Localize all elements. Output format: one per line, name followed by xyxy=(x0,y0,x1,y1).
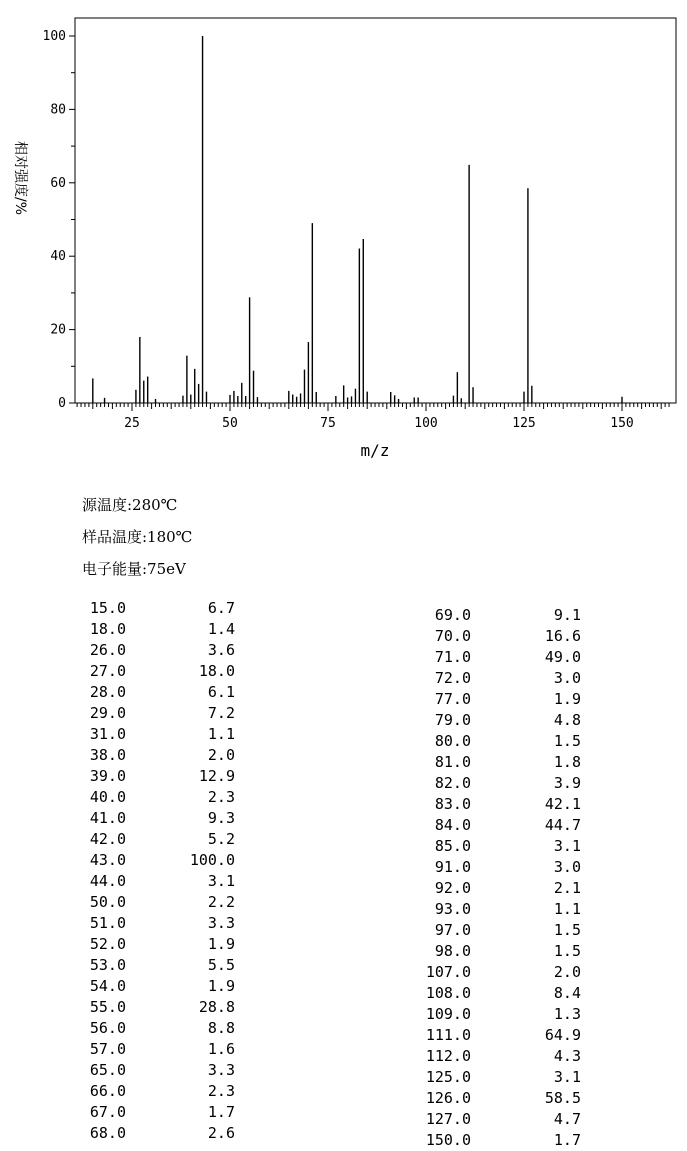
abundance-value: 8.8 xyxy=(207,1019,235,1037)
x-tick-label: 25 xyxy=(124,416,140,431)
mz-value: 69.0 xyxy=(434,606,471,624)
abundance-value: 28.8 xyxy=(198,998,235,1016)
abundance-value: 1.5 xyxy=(553,921,581,939)
abundance-value: 12.9 xyxy=(198,767,235,785)
abundance-value: 6.1 xyxy=(207,683,235,701)
sample-temperature: 样品温度:180℃ xyxy=(82,528,193,546)
mz-value: 51.0 xyxy=(89,914,126,932)
abundance-value: 5.5 xyxy=(207,956,235,974)
abundance-value: 4.7 xyxy=(553,1110,581,1128)
abundance-value: 7.2 xyxy=(207,704,235,722)
abundance-value: 2.0 xyxy=(207,746,235,764)
abundance-value: 3.0 xyxy=(553,858,581,876)
abundance-value: 3.0 xyxy=(553,669,581,687)
abundance-value: 2.3 xyxy=(207,1082,235,1100)
mz-value: 85.0 xyxy=(434,837,471,855)
abundance-value: 1.6 xyxy=(207,1040,235,1058)
abundance-value: 9.1 xyxy=(553,606,581,624)
mz-value: 56.0 xyxy=(89,1019,126,1037)
abundance-value: 6.7 xyxy=(207,599,235,617)
mz-value: 77.0 xyxy=(434,690,471,708)
abundance-value: 1.3 xyxy=(553,1005,581,1023)
x-tick-label: 125 xyxy=(512,416,536,431)
y-axis xyxy=(43,29,75,411)
mz-value: 91.0 xyxy=(434,858,471,876)
x-tick-label: 150 xyxy=(610,416,634,431)
abundance-value: 1.8 xyxy=(553,753,581,771)
abundance-value: 4.3 xyxy=(553,1047,581,1065)
abundance-value: 16.6 xyxy=(544,627,581,645)
mz-value: 126.0 xyxy=(425,1089,471,1107)
mz-value: 93.0 xyxy=(434,900,471,918)
abundance-value: 18.0 xyxy=(198,662,235,680)
abundance-value: 3.1 xyxy=(207,872,235,890)
x-axis-label: m/z xyxy=(360,441,390,460)
abundance-value: 44.7 xyxy=(544,816,581,834)
abundance-value: 1.4 xyxy=(207,620,235,638)
abundance-value: 9.3 xyxy=(207,809,235,827)
mass-spectrum-chart xyxy=(0,0,687,470)
abundance-value: 49.0 xyxy=(544,648,581,666)
abundance-value: 3.1 xyxy=(553,1068,581,1086)
mz-value: 68.0 xyxy=(89,1124,126,1142)
y-tick-label: 60 xyxy=(50,175,66,191)
y-axis-label xyxy=(12,141,29,215)
mz-value: 43.0 xyxy=(89,851,126,869)
abundance-value: 64.9 xyxy=(544,1026,581,1044)
mz-value: 15.0 xyxy=(89,599,126,617)
abundance-value: 4.8 xyxy=(553,711,581,729)
mz-value: 39.0 xyxy=(89,767,126,785)
mz-value: 55.0 xyxy=(89,998,126,1016)
y-tick-label: 20 xyxy=(50,322,66,338)
mz-value: 29.0 xyxy=(89,704,126,722)
mz-value: 28.0 xyxy=(89,683,126,701)
abundance-value: 3.3 xyxy=(207,914,235,932)
abundance-value: 3.1 xyxy=(553,837,581,855)
abundance-value: 8.4 xyxy=(553,984,581,1002)
mz-value: 38.0 xyxy=(89,746,126,764)
mz-value: 112.0 xyxy=(425,1047,471,1065)
x-tick-label: 50 xyxy=(222,416,238,431)
mz-value: 71.0 xyxy=(434,648,471,666)
abundance-value: 1.9 xyxy=(553,690,581,708)
mz-value: 57.0 xyxy=(89,1040,126,1058)
abundance-value: 1.9 xyxy=(207,935,235,953)
y-tick-label: 80 xyxy=(50,102,66,118)
mz-value: 54.0 xyxy=(89,977,126,995)
abundance-value: 2.1 xyxy=(553,879,581,897)
mz-value: 65.0 xyxy=(89,1061,126,1079)
y-tick-label: 40 xyxy=(50,249,66,265)
mz-value: 18.0 xyxy=(89,620,126,638)
abundance-value: 42.1 xyxy=(544,795,581,813)
abundance-value: 1.5 xyxy=(553,942,581,960)
x-tick-label: 75 xyxy=(320,416,336,431)
mz-value: 40.0 xyxy=(89,788,126,806)
mz-value: 84.0 xyxy=(434,816,471,834)
mz-value: 125.0 xyxy=(425,1068,471,1086)
mz-value: 27.0 xyxy=(89,662,126,680)
mz-value: 67.0 xyxy=(89,1103,126,1121)
mz-value: 42.0 xyxy=(89,830,126,848)
abundance-value: 2.2 xyxy=(207,893,235,911)
mz-value: 41.0 xyxy=(89,809,126,827)
abundance-value: 1.5 xyxy=(553,732,581,750)
abundance-value: 3.6 xyxy=(207,641,235,659)
mz-value: 53.0 xyxy=(89,956,126,974)
abundance-value: 58.5 xyxy=(544,1089,581,1107)
mz-value: 98.0 xyxy=(434,942,471,960)
mz-value: 111.0 xyxy=(425,1026,471,1044)
mz-value: 109.0 xyxy=(425,1005,471,1023)
mz-value: 127.0 xyxy=(425,1110,471,1128)
mz-value: 107.0 xyxy=(425,963,471,981)
mz-value: 52.0 xyxy=(89,935,126,953)
electron-energy: 电子能量:75eV xyxy=(82,560,186,578)
mz-value: 83.0 xyxy=(434,795,471,813)
mz-value: 150.0 xyxy=(425,1131,471,1149)
mz-value: 31.0 xyxy=(89,725,126,743)
abundance-value: 5.2 xyxy=(207,830,235,848)
abundance-value: 2.6 xyxy=(207,1124,235,1142)
abundance-value: 2.0 xyxy=(553,963,581,981)
abundance-value: 1.9 xyxy=(207,977,235,995)
y-tick-label: 0 xyxy=(58,396,66,411)
abundance-value: 1.1 xyxy=(207,725,235,743)
abundance-value: 1.7 xyxy=(207,1103,235,1121)
source-temperature: 源温度:280℃ xyxy=(82,496,178,514)
y-tick-label: 100 xyxy=(42,29,66,44)
mz-value: 108.0 xyxy=(425,984,471,1002)
abundance-value: 3.9 xyxy=(553,774,581,792)
plot-frame xyxy=(75,18,676,403)
mz-value: 70.0 xyxy=(434,627,471,645)
x-tick-label: 100 xyxy=(414,416,438,431)
mz-value: 72.0 xyxy=(434,669,471,687)
mz-value: 66.0 xyxy=(89,1082,126,1100)
abundance-value: 3.3 xyxy=(207,1061,235,1079)
mz-value: 79.0 xyxy=(434,711,471,729)
mz-value: 81.0 xyxy=(434,753,471,771)
mz-value: 97.0 xyxy=(434,921,471,939)
abundance-value: 2.3 xyxy=(207,788,235,806)
mz-value: 50.0 xyxy=(89,893,126,911)
abundance-value: 1.7 xyxy=(553,1131,581,1149)
mz-value: 82.0 xyxy=(434,774,471,792)
mz-value: 80.0 xyxy=(434,732,471,750)
mz-value: 92.0 xyxy=(434,879,471,897)
spectrum-peaks xyxy=(93,36,622,403)
abundance-value: 1.1 xyxy=(553,900,581,918)
abundance-value: 100.0 xyxy=(189,851,235,869)
x-axis xyxy=(77,403,669,431)
mz-value: 44.0 xyxy=(89,872,126,890)
mz-value: 26.0 xyxy=(89,641,126,659)
svg-text:相对强度/%: 相对强度/% xyxy=(12,140,28,216)
